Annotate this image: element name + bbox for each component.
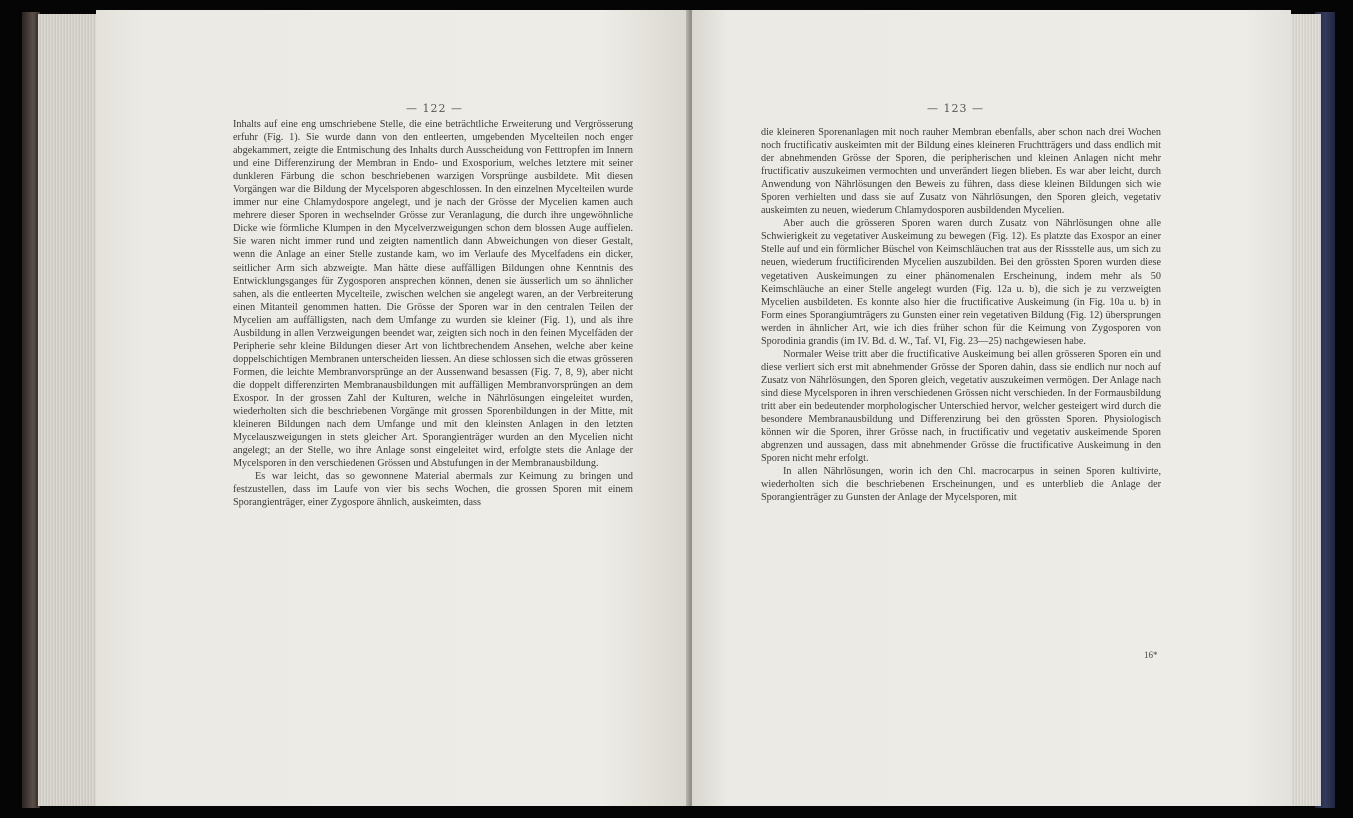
left-page	[96, 10, 690, 806]
left-page-body	[233, 118, 633, 509]
right-paragraph-4: In allen Nährlösungen, worin ich den Chl. macrocarpus in seinen Sporen kultivirte, wiederholten sich die beschriebenen Erscheinungen, und es unterblieb die Anlage der Sporangienträger zu Gunsten der Anlage der Mycelsporen, mit	[761, 466, 1161, 504]
left-paragraph-1: Inhalts auf eine eng umschriebene Stelle, die eine beträchtliche Erweiterung und Vergrösserung erfuhr (Fig. 1). Sie wurde dann von den entleerten, umgebenden Mycelteilen noch enger abgekammert, zeigte die Entmischung des Inhalts durch Ausscheidung von Fetttropfen im Innern und eine Differenzirung der Membran in Endo- und Exosporium, welches letztere mit seiner dunkleren Färbung die schon beschriebenen warzigen Vorsprünge ausbildete. Mit diesen Vorgängen war die Bildung der Mycelsporen abgeschlossen. In den einzelnen Mycelteilen wurde immer nur eine Chlamydospore angelegt, und je nach der Grösse der Mycelien kamen auch mehrere dieser Sporen in wechselnder Grösse zur Veranlagung, die durch ihre ungewöhnliche Dicke wie förmliche Klumpen in den Mycelverzweigungen schon dem blossen Auge auffielen. Sie waren nicht immer rund und zeigten namentlich dann Abweichungen von dieser Gestalt, wenn die Anlage an einer Stelle zustande kam, wo im Verlaufe des Mycelfadens ein dicker, seitlicher Arm sich abzweigte. Man hätte diese auffälligen Bildungen ohne Kenntnis des Entwicklungsganges für Zygosporen ansprechen können, denen sie äusserlich um so ähnlicher sahen, als die entleerten Mycelteile, zwischen welchen sie angelegt waren, an der Verbreiterung einen Mitanteil genommen hatten. Die Grösse der Sporen war in den centralen Teilen der Mycelien am auffälligsten, nach dem Umfange zu wurden sie kleiner (Fig. 1), und als ihre Ausbildung in allen Verzweigungen beendet war, zeigten sich noch in den feinen Mycelfäden der Peripherie sehr kleine Bildungen dieser Art von lichtbrechendem Ansehen, welche aber keine doppelschichtigen Membranen unterscheiden liessen. An diese schlossen sich die etwas grösseren Formen, die leichte Membranvorsprünge an der Aussenwand besassen (Fig. 7, 8, 9), aber nicht die doppelt differenzirten Membranausbildungen mit auffälligen Membranvorsprüngen an dem Exospor. In der grossen Zahl der Kulturen, welche in Nährlösungen eingeleitet wurden, wiederholten sich die beschriebenen Vorgänge mit grossen Sporenbildungen in der Mitte, mit kleineren Bildungen nach dem Umfange und mit den kleinsten Anlagen in den letzten Mycelauszweigungen in stets gleicher Art. Sporangienträger wurden an den Mycelien nicht angelegt; an der Stelle, wo ihre Anlage sonst eingeleitet wird, erfolgte stets die Anlage der Mycelsporen in den verschiedenen Grössen und Abstufungen in der Membranausbildung.	[233, 119, 633, 470]
right-page-number: — 123 —	[927, 102, 984, 115]
left-page-number: — 122 —	[406, 102, 463, 115]
printer-signature-mark: 16*	[1144, 650, 1158, 660]
right-paragraph-3: Normaler Weise tritt aber die fructificative Auskeimung bei allen grösseren Sporen ein und diese verliert sich erst mit abnehmender Grösse der Sporen dahin, dass sie endlich nur noch auf Zusatz von Nährlösungen, den Sporen gleich, vegetativ auszukeimen vermögen. Der Anlage nach sind diese Mycelsporen in ihren verschiedenen Grössen nicht verschieden. In der Formausbildung tritt aber ein bedeutender morphologischer Unterschied hervor, welcher gesteigert wird durch die besondere Membranausbildung und Differenzirung bei den grössten Sporen. Physiologisch können wir die Sporen, ihrer Grösse nach, in fructificativ und vegetativ auskeimende Sporen abgrenzen und aussagen, dass mit abnehmender Grösse die fructificative Auskeimung in den Sporen nicht mehr erfolgt.	[761, 348, 1161, 465]
page-stack-right	[1291, 14, 1321, 806]
page-stack-left	[36, 14, 100, 806]
right-paragraph-2: Aber auch die grösseren Sporen waren durch Zusatz von Nährlösungen ohne alle Schwierigkeit zu vegetativer Auskeimung zu bewegen (Fig. 12). Es platzte das Exospor an einer Stelle auf und ein förmlicher Büschel von Keimschläuchen trat aus der Rissstelle aus, um sich zu neuen, wiederum fructificirenden Mycelien auszubilden. Bei den grössten Sporen wurden diese vegetativen Auskeimungen zu einer phänomenalen Erscheinung, indem mehr als 50 Keimschläuche an einer Stelle angelegt wurden (Fig. 12a u. b), die sich je zu verzweigten Mycelien ausbildeten. Es konnte also hier die fructificative Auskeimung (in Fig. 10a u. b) in Form eines Sporangiumträgers zu Gunsten einer rein vegetativen Bildung (Fig. 12) übersprungen werden in ähnlicher Art, wie ich dies früher schon für die Keimung von Zygosporen von Sporodinia grandis (im IV. Bd. d. W., Taf. VI, Fig. 23—25) nachgewiesen habe.	[761, 218, 1161, 347]
right-page	[692, 10, 1291, 806]
left-paragraph-2: Es war leicht, das so gewonnene Material abermals zur Keimung zu bringen und festzustellen, dass im Laufe von vier bis sechs Wochen, die grossen Sporen mit einem Sporangienträger, einer Zygospore ähnlich, auskeimten, dass	[233, 471, 633, 509]
right-page-body	[761, 126, 1161, 504]
right-paragraph-1: die kleineren Sporenanlagen mit noch rauher Membran ebenfalls, aber schon nach drei Wochen noch fructificativ auskeimten mit der Bildung eines kleineren Fruchtträgers und dass endlich mit der abnehmenden Grösse der Sporen, die peripherischen und kleinen Anlagen nicht mehr fructificativ auszukeimen vermochten und unverändert liegen blieben. Es war aber leicht, durch Anwendung von Nährlösungen den Beweis zu führen, dass diese kleinen Bildungen sich wie Sporen verhielten und dass sie auf Zusatz von Nährlösungen, den Sporen gleich, vegetativ auskeimten zu neuen, wiederum Chlamydosporen ausbildenden Mycelien.	[761, 127, 1161, 217]
